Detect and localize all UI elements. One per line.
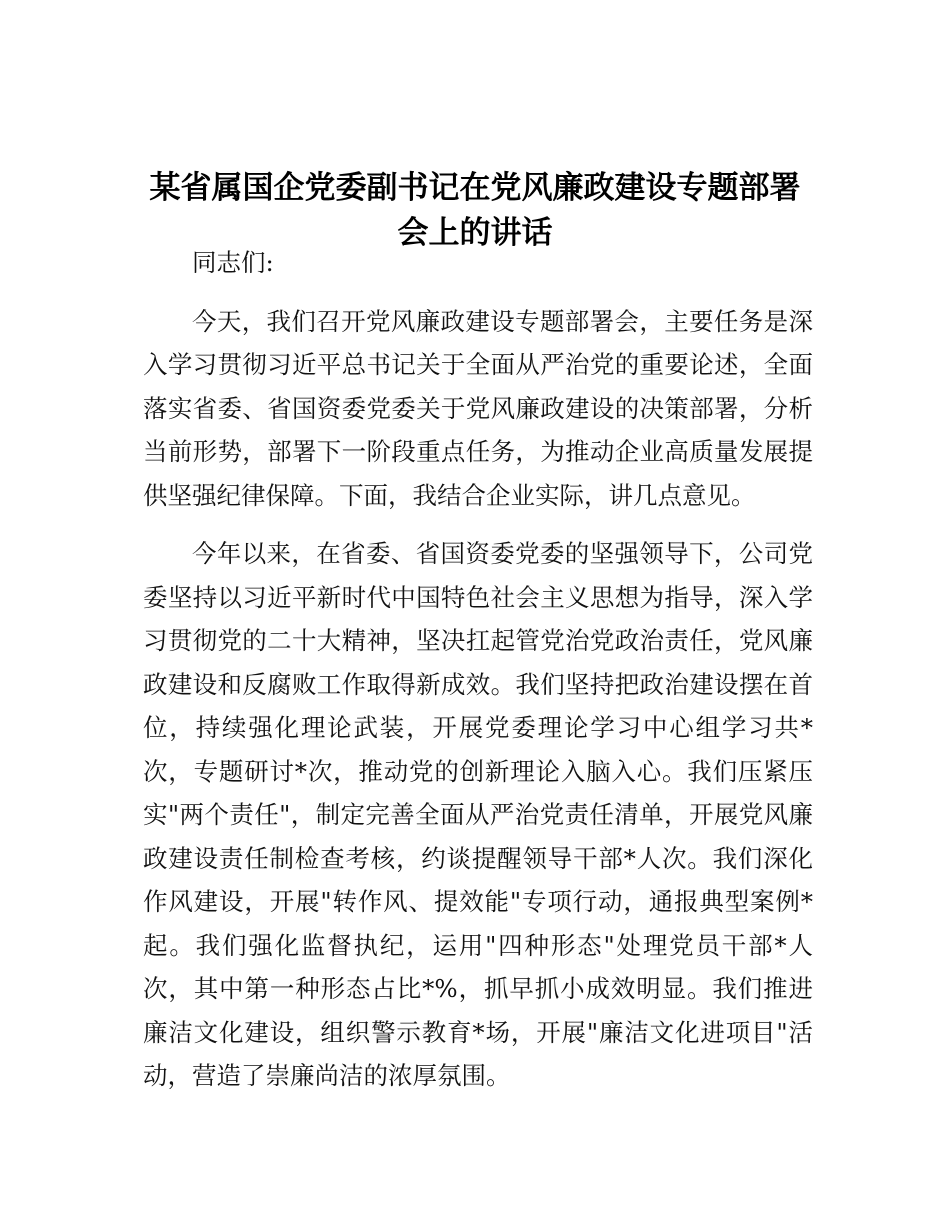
salutation: 同志们: (192, 248, 274, 277)
document-body (143, 241, 813, 1113)
body-paragraph: 今天，我们召开党风廉政建设专题部署会，主要任务是深入学习贯彻习近平总书记关于全面从严治党的重要论述，全面落实省委、省国资委党委关于党风廉政建设的决策部署，分析当前形势，部署下一阶段重点任务，为推动企业高质量发展提供坚强纪律保障。下面，我结合企业实际，讲几点意见。 (143, 306, 813, 510)
body-paragraph: 今年以来，在省委、省国资委党委的坚强领导下，公司党委坚持以习近平新时代中国特色社会主义思想为指导，深入学习贯彻党的二十大精神，坚决扛起管党治党政治责任，党风廉政建设和反腐败工作取得新成效。我们坚持把政治建设摆在首位，持续强化理论武装，开展党委理论学习中心组学习共*次，专题研讨*次，推动党的创新理论入脑入心。我们压紧压实"两个责任"，制定完善全面从严治党责任清单，开展党风廉政建设责任制检查考核，约谈提醒领导干部*人次。我们深化作风建设，开展"转作风、提效能"专项行动，通报典型案例*起。我们强化监督执纪，运用"四种形态"处理党员干部*人次，其中第一种形态占比*%，抓早抓小成效明显。我们推进廉洁文化建设，组织警示教育*场，开展"廉洁文化进项目"活动，营造了崇廉尚洁的浓厚氛围。 (143, 539, 813, 1090)
document-title: 某省属国企党委副书记在党风廉政建设专题部署会上的讲话 (149, 170, 801, 251)
